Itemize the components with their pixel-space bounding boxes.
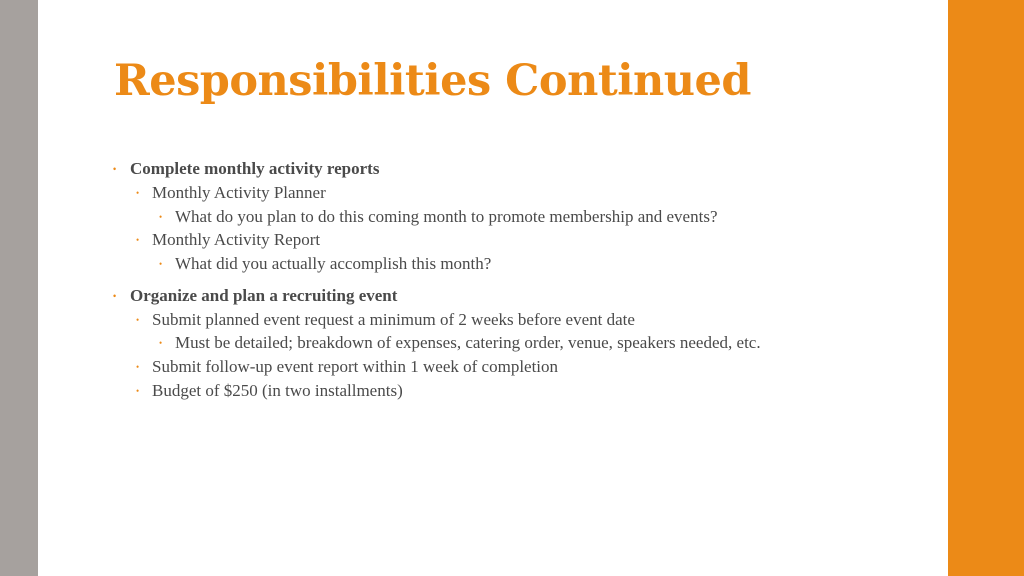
- bullet-item: [112, 159, 812, 179]
- sub-bullet-text: Monthly Activity Report: [152, 230, 321, 249]
- sub-sub-bullet-text: What do you plan to do this coming month to promote membership and events?: [175, 206, 718, 226]
- bullet-list: [112, 156, 812, 406]
- sub-sub-bullet-text: What did you actually accomplish this month?: [175, 253, 492, 273]
- slide-title: Responsibilities Continued: [114, 56, 751, 106]
- sub-bullet-item: [112, 230, 812, 250]
- sub-bullet-item: [112, 310, 812, 330]
- bullet-dot-icon: •: [113, 164, 117, 174]
- sub-bullet-item: [112, 357, 812, 377]
- bullet-group-monthly-reports: [112, 159, 812, 273]
- bullet-dot-icon: •: [159, 338, 163, 348]
- bullet-dot-icon: •: [136, 235, 140, 245]
- bullet-dot-icon: •: [159, 211, 163, 222]
- sub-sub-bullet-item: [112, 334, 775, 352]
- right-accent-bar: [948, 0, 1024, 576]
- bullet-item: [112, 286, 812, 306]
- sub-bullet-text: Budget of $250 (in two installments): [152, 381, 403, 400]
- sub-bullet-text: Submit planned event request a minimum of 2 weeks before event date: [152, 309, 635, 329]
- bullet-dot-icon: •: [136, 188, 140, 198]
- sub-sub-bullet-text: Must be detailed; breakdown of expenses, catering order, venue, speakers needed, etc.: [175, 333, 761, 352]
- bullet-dot-icon: •: [113, 290, 117, 301]
- bullet-dot-icon: •: [159, 258, 163, 269]
- bullet-dot-icon: •: [136, 314, 140, 325]
- sub-sub-bullet-item: [112, 255, 775, 273]
- sub-bullet-item: [112, 183, 812, 203]
- sub-bullet-item: [112, 381, 812, 401]
- left-accent-bar: [0, 0, 38, 576]
- bullet-dot-icon: •: [136, 361, 140, 372]
- sub-sub-bullet-item: [112, 208, 775, 226]
- bullet-text: Organize and plan a recruiting event: [130, 285, 398, 305]
- bullet-group-recruiting-event: [112, 286, 812, 402]
- bullet-text: Complete monthly activity reports: [130, 159, 380, 178]
- bullet-dot-icon: •: [136, 386, 140, 396]
- sub-bullet-text: Submit follow-up event report within 1 week of completion: [152, 356, 559, 376]
- sub-bullet-text: Monthly Activity Planner: [152, 183, 326, 202]
